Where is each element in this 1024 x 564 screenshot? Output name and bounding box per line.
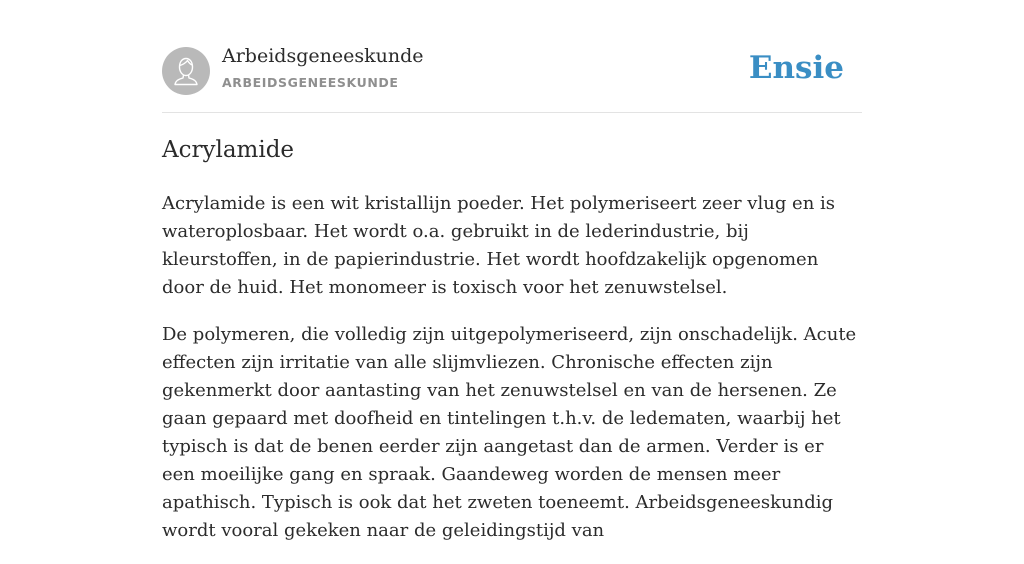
article-paragraph: De polymeren, die volledig zijn uitgepolymeriseerd, zijn onschadelijk. Acute effecten zijn irritatie van alle slijmvliezen. Chronische effecten zijn gekenmerkt door aantasting van het zenuwstelsel en van de hersenen. Ze gaan gepaard met doofheid en tintelingen t.h.v. de ledematen, waarbij het typisch is dat de benen eerder zijn aangetast dan de armen. Verder is er een moeilijke gang en spraak. Gaandeweg worden de mensen meer apathisch. Typisch is ook dat het zweten toeneemt. Arbeidsgeneeskundig wordt vooral gekeken naar de geleidingstijd van xyxy=(162,324,857,541)
brand-logo[interactable]: Ensie xyxy=(748,50,844,86)
avatar[interactable] xyxy=(162,47,210,95)
article-body xyxy=(162,190,862,564)
user-icon xyxy=(162,47,210,95)
article-title: Acrylamide xyxy=(162,137,295,163)
author-name[interactable]: Arbeidsgeneeskunde xyxy=(222,45,424,67)
author-category[interactable]: ARBEIDSGENEESKUNDE xyxy=(222,75,399,90)
page-header xyxy=(162,0,862,113)
article-paragraph: Acrylamide is een wit kristallijn poeder. Het polymeriseert zeer vlug en is wateroplosbaar. Het wordt o.a. gebruikt in de lederindustrie, bij kleurstoffen, in de papierindustrie. Het wordt hoofdzakelijk opgenomen door de huid. Het monomeer is toxisch voor het zenuwstelsel. xyxy=(162,193,836,298)
content-column xyxy=(162,0,862,541)
